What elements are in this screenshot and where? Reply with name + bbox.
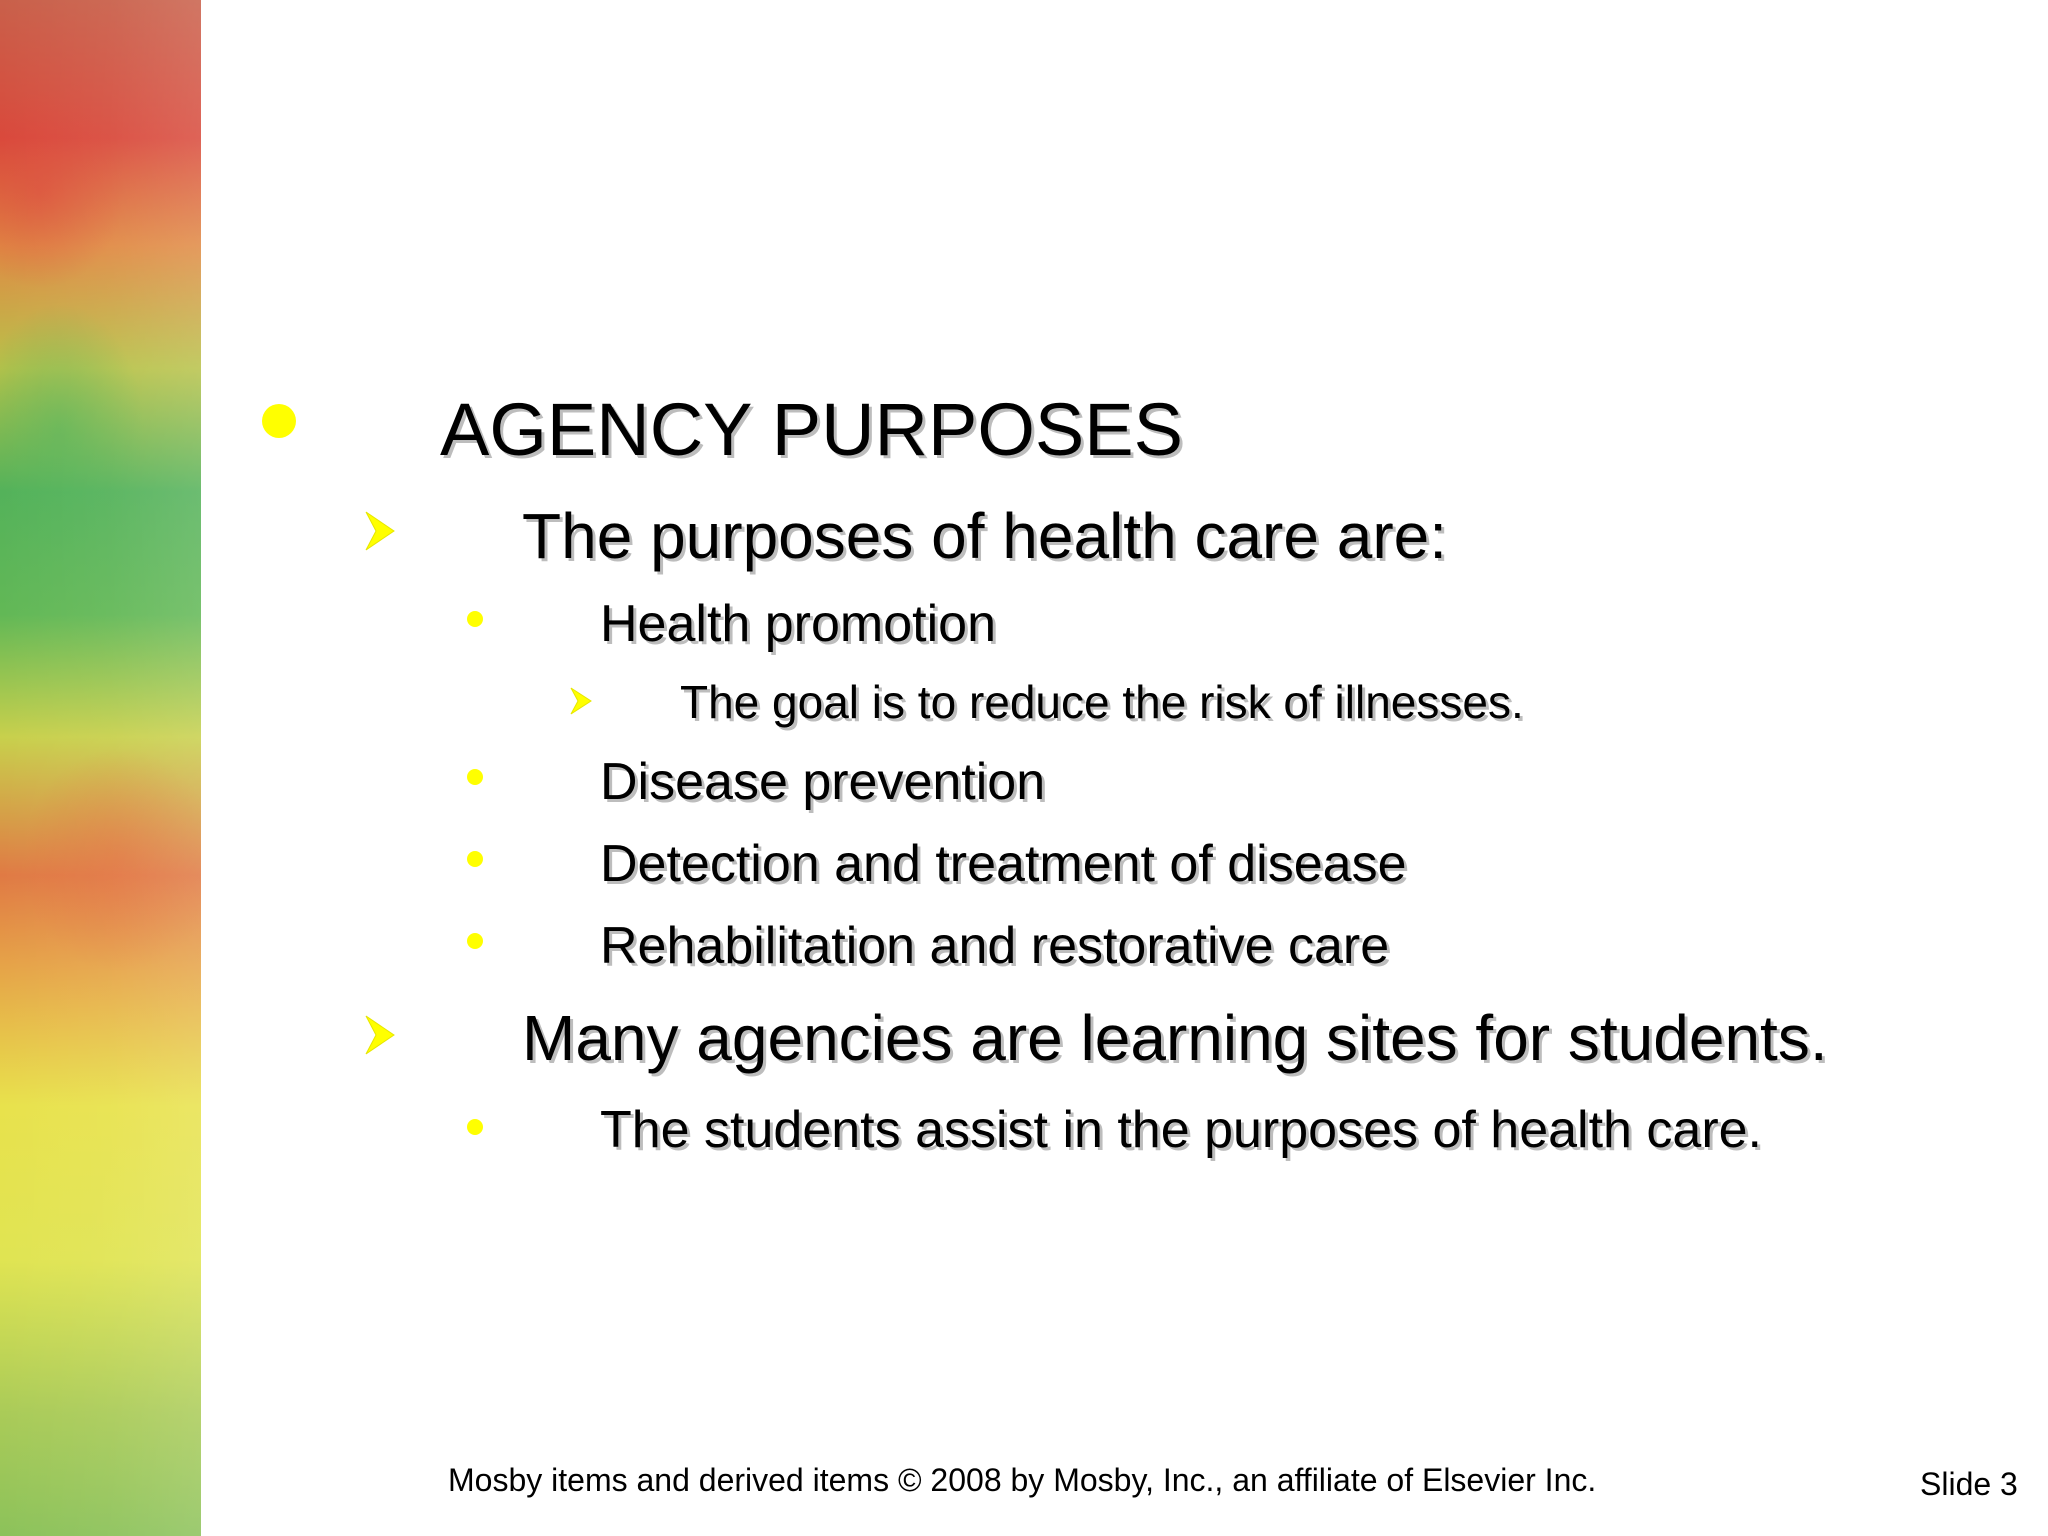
slide-heading: AGENCY PURPOSES — [440, 388, 1183, 471]
copyright-footer: Mosby items and derived items © 2008 by Mosby, Inc., an affiliate of Elsevier Inc. — [448, 1462, 1597, 1498]
decorative-gradient-band — [0, 0, 201, 1536]
small-dot-bullet-icon — [467, 611, 483, 627]
detail-goal: The goal is to reduce the risk of illnesses. — [680, 676, 1524, 728]
small-dot-bullet-icon — [467, 1119, 483, 1135]
point-learning-sites: Many agencies are learning sites for students. — [522, 1002, 1828, 1074]
point-purposes: The purposes of health care are: — [522, 500, 1447, 572]
subpoint-health-promotion: Health promotion — [600, 595, 996, 653]
subpoint-rehabilitation: Rehabilitation and restorative care — [600, 917, 1390, 975]
subpoint-disease-prevention: Disease prevention — [600, 753, 1046, 811]
small-dot-bullet-icon — [467, 933, 483, 949]
slide-number: Slide 3 — [1920, 1466, 2018, 1502]
subpoint-detection-treatment: Detection and treatment of disease — [600, 835, 1407, 893]
subpoint-students-assist: The students assist in the purposes of health care. — [600, 1101, 1763, 1159]
small-dot-bullet-icon — [467, 769, 483, 785]
arrowhead-bullet-icon — [364, 1014, 396, 1056]
arrowhead-bullet-icon — [364, 510, 396, 552]
small-dot-bullet-icon — [467, 851, 483, 867]
small-arrowhead-bullet-icon — [569, 686, 593, 716]
yellow-circle-bullet-icon — [262, 404, 296, 438]
